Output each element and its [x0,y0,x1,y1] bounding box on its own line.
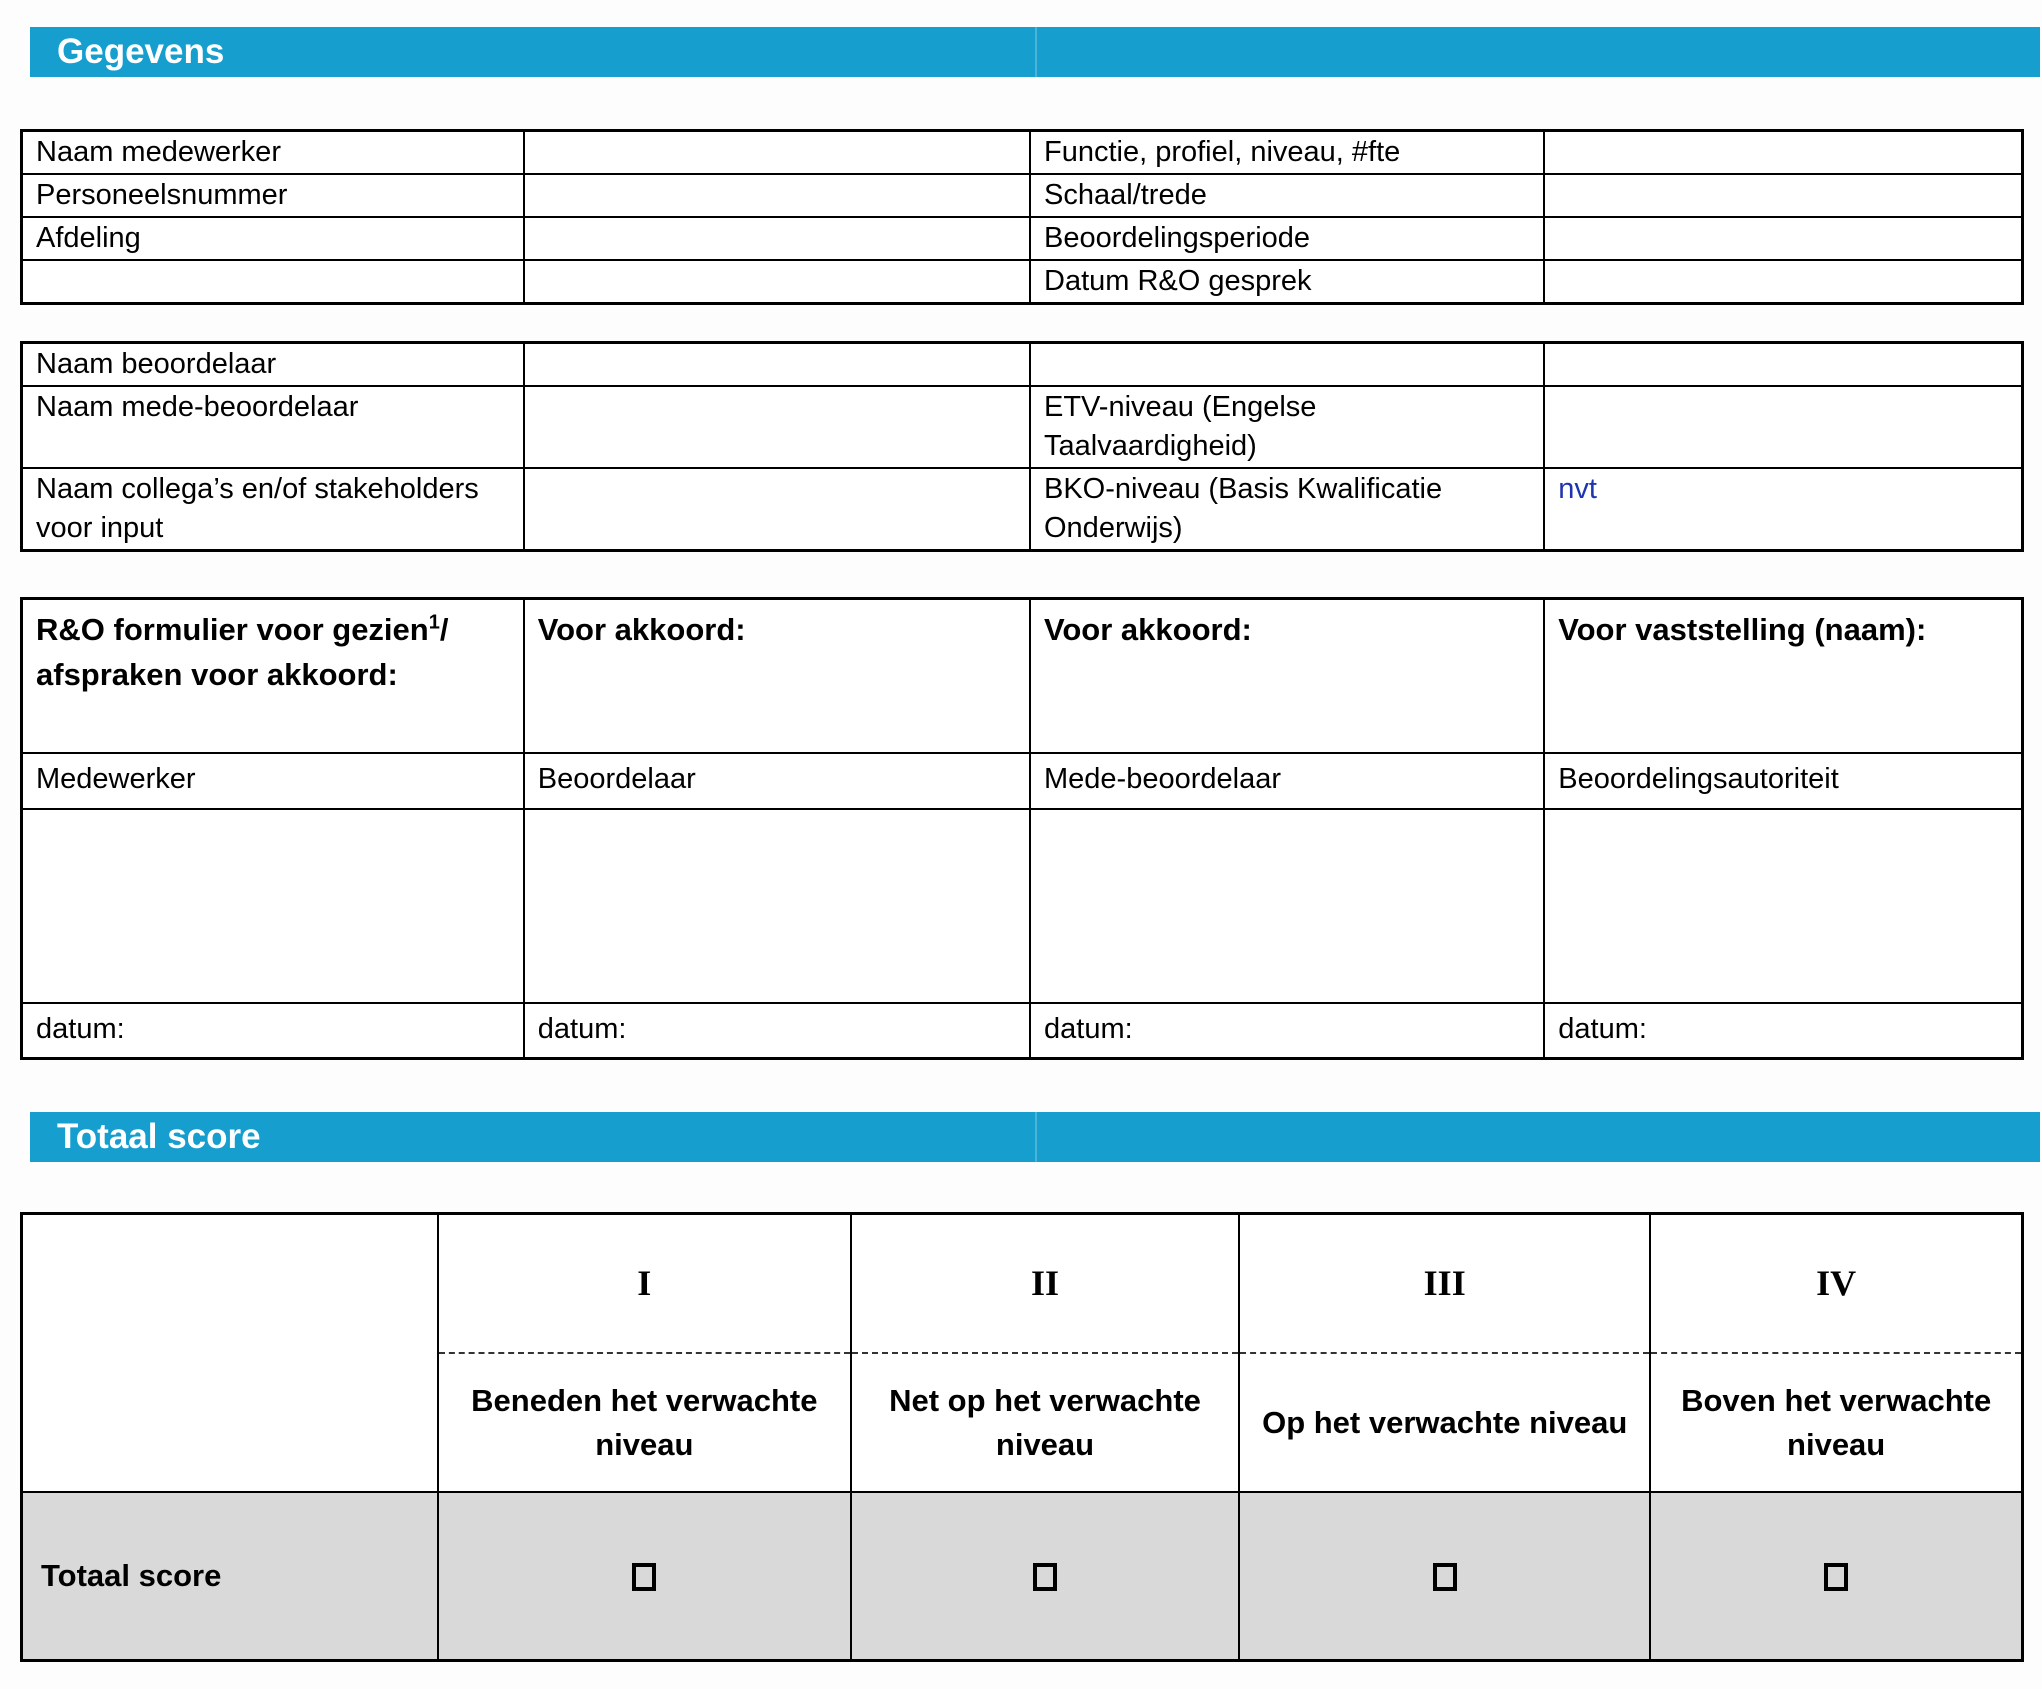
score-cell-4 [1650,1492,2022,1660]
field-value-afdeling[interactable] [524,217,1030,260]
score-label-4: Boven het verwachte niveau [1681,1382,1992,1462]
field-label-empty [22,260,524,304]
score-label-3: Op het verwachte niveau [1262,1404,1628,1440]
score-checkbox-2[interactable] [1033,1563,1057,1591]
score-numeral-3: III [1240,1215,1649,1354]
employee-info-table [20,129,2024,305]
score-numeral-1: I [439,1215,850,1354]
score-cell-1 [438,1492,851,1660]
date-field-medewerker[interactable]: datum: [22,1003,524,1059]
total-score-table [20,1212,2024,1662]
score-numeral-4: IV [1651,1215,2021,1354]
signature-area-beoordelaar[interactable] [524,809,1030,1003]
score-label-1: Beneden het verwachte niveau [471,1382,818,1462]
score-header-col-3 [1239,1214,1650,1493]
field-label-afdeling: Afdeling [22,217,524,260]
section-header-gegevens [30,27,2040,77]
score-header-col-4 [1650,1214,2022,1493]
score-header-row [22,1214,2023,1493]
score-numeral-2: II [852,1215,1238,1354]
total-score-row [22,1492,2023,1660]
field-label-functie: Functie, profiel, niveau, #fte [1030,131,1544,175]
field-label-schaal-trede: Schaal/trede [1030,174,1544,217]
field-value-naam-collegas[interactable] [524,468,1030,551]
field-label-etv-niveau: ETV-niveau (Engelse Taalvaardigheid) [1030,386,1544,468]
table-header-row [22,599,2023,753]
role-beoordelingsautoriteit: Beoordelingsautoriteit [1544,753,2022,809]
field-value-personeelsnummer[interactable] [524,174,1030,217]
score-cell-3 [1239,1492,1650,1660]
signer-roles-row [22,753,2023,809]
date-field-mede-beoordelaar[interactable]: datum: [1030,1003,1544,1059]
signature-area-beoordelingsautoriteit[interactable] [1544,809,2022,1003]
role-medewerker: Medewerker [22,753,524,809]
header-text: R&O formulier voor gezien [36,612,429,647]
table-row [22,131,2023,175]
table-row [22,174,2023,217]
score-cell-2 [851,1492,1239,1660]
date-row [22,1003,2023,1059]
section-title: Gegevens [57,32,225,71]
role-beoordelaar: Beoordelaar [524,753,1030,809]
total-score-row-label: Totaal score [22,1492,438,1660]
table-row [22,260,2023,304]
field-label-naam-medewerker: Naam medewerker [22,131,524,175]
signature-area-medewerker[interactable] [22,809,524,1003]
footnote-ref: 1 [428,611,440,634]
field-value-datum-ro-gesprek[interactable] [1544,260,2022,304]
field-label-bko-niveau: BKO-niveau (Basis Kwalificatie Onderwijs) [1030,468,1544,551]
header-voor-vaststelling: Voor vaststelling (naam): [1544,599,2022,753]
section-header-totaal-score [30,1112,2040,1162]
score-checkbox-4[interactable] [1824,1563,1848,1591]
field-value-schaal-trede[interactable] [1544,174,2022,217]
field-label-naam-beoordelaar: Naam beoordelaar [22,343,524,387]
field-value-beoordelingsperiode[interactable] [1544,217,2022,260]
field-label-naam-collegas: Naam collega’s en/of stakeholders voor input [22,468,524,551]
field-value-empty[interactable] [524,260,1030,304]
field-value-bko-niveau[interactable]: nvt [1544,468,2022,551]
header-formulier-gezien [22,599,524,753]
field-label-empty [1030,343,1544,387]
table-row [22,468,2023,551]
score-header-col-1 [438,1214,851,1493]
field-value-empty[interactable] [1544,343,2022,387]
field-label-beoordelingsperiode: Beoordelingsperiode [1030,217,1544,260]
field-label-datum-ro-gesprek: Datum R&O gesprek [1030,260,1544,304]
table-row [22,217,2023,260]
section-title: Totaal score [57,1117,261,1156]
date-field-beoordelingsautoriteit[interactable]: datum: [1544,1003,2022,1059]
header-voor-akkoord-2: Voor akkoord: [1030,599,1544,753]
date-field-beoordelaar[interactable]: datum: [524,1003,1030,1059]
score-checkbox-3[interactable] [1433,1563,1457,1591]
header-voor-akkoord-1: Voor akkoord: [524,599,1030,753]
field-value-naam-beoordelaar[interactable] [524,343,1030,387]
score-label-2: Net op het verwachte niveau [889,1382,1201,1462]
signature-area-mede-beoordelaar[interactable] [1030,809,1544,1003]
field-label-naam-mede-beoordelaar: Naam mede-beoordelaar [22,386,524,468]
signature-row [22,809,2023,1003]
field-value-etv-niveau[interactable] [1544,386,2022,468]
table-row [22,386,2023,468]
header-text: / afspraken voor akkoord: [36,612,449,692]
score-header-empty [22,1214,438,1493]
score-header-col-2 [851,1214,1239,1493]
field-value-functie[interactable] [1544,131,2022,175]
field-value-naam-mede-beoordelaar[interactable] [524,386,1030,468]
field-value-naam-medewerker[interactable] [524,131,1030,175]
table-row [22,343,2023,387]
score-checkbox-1[interactable] [632,1563,656,1591]
approval-signature-table [20,597,2024,1060]
field-label-personeelsnummer: Personeelsnummer [22,174,524,217]
role-mede-beoordelaar: Mede-beoordelaar [1030,753,1544,809]
assessor-info-table [20,341,2024,552]
